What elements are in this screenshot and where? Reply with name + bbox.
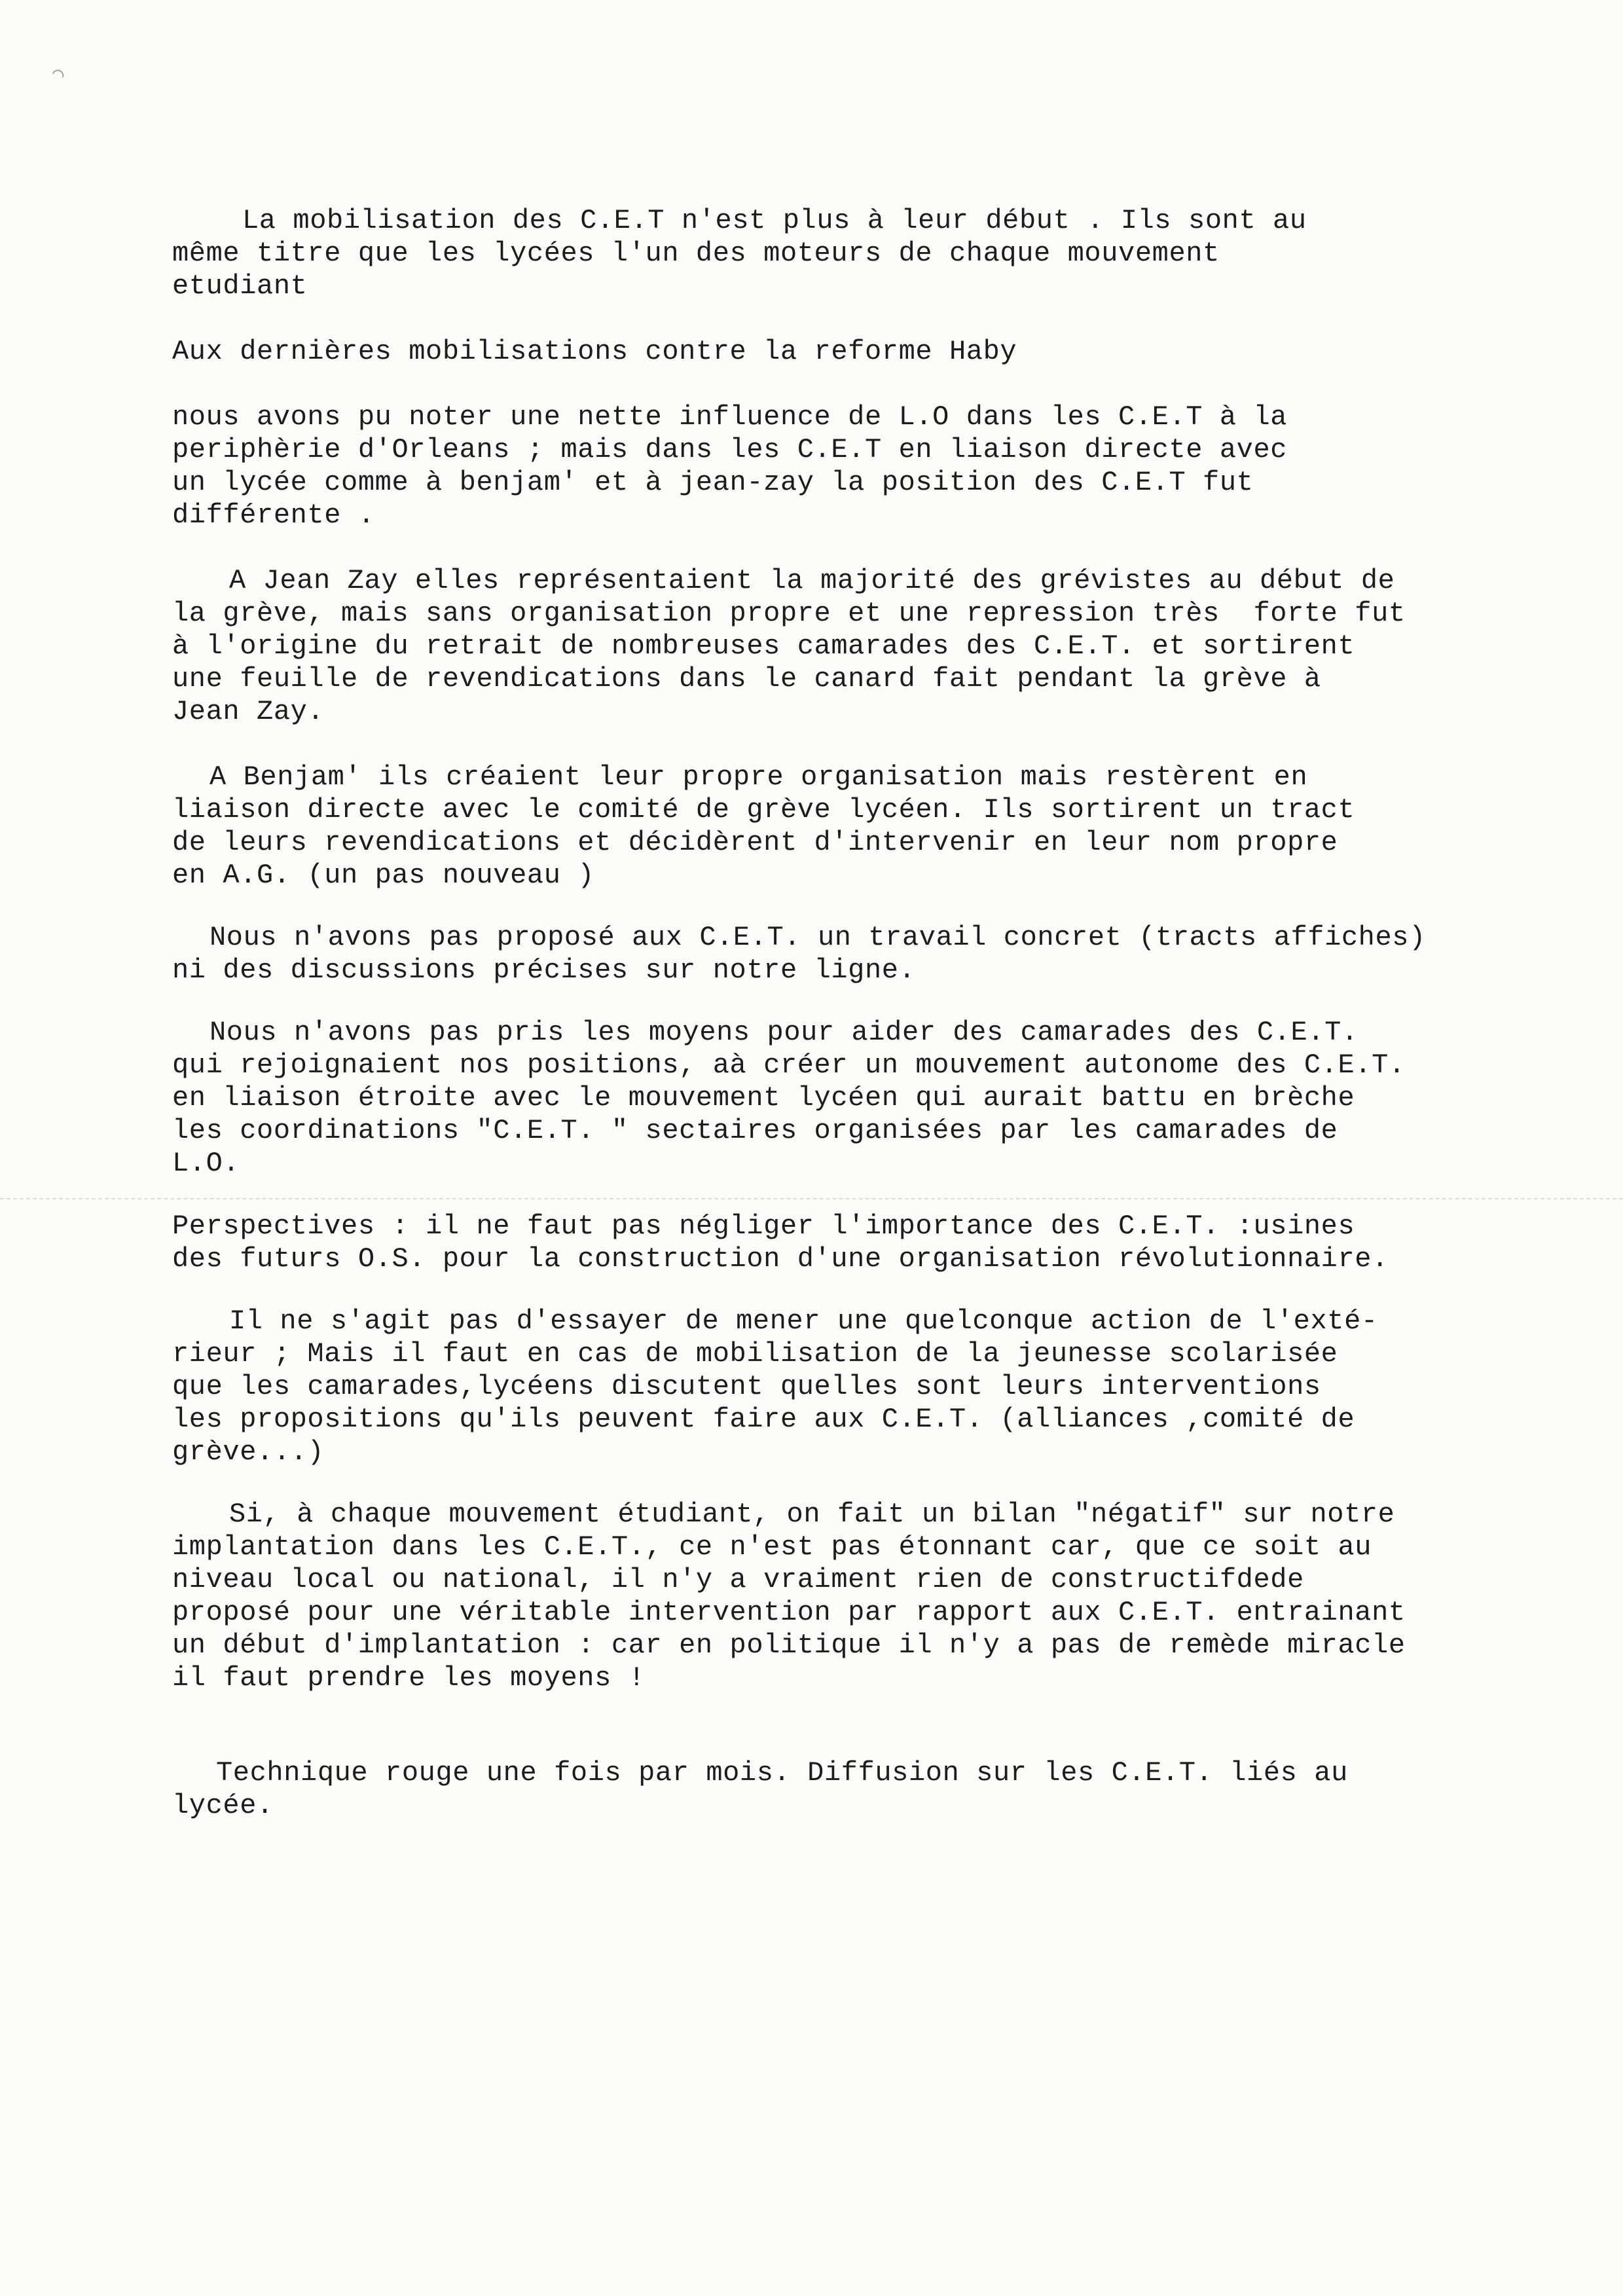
text-line: L.O. [172,1148,240,1179]
text-line: A Benjam' ils créaient leur propre organisation mais restèrent en [210,761,1308,793]
text-line: La mobilisation des C.E.T n'est plus à leur début . Ils sont au [242,205,1307,236]
text-line: que les camarades,lycéens discutent quelles sont leurs interventions [172,1371,1321,1402]
text-line: periphèrie d'Orleans ; mais dans les C.E.T en liaison directe avec [172,434,1288,465]
corner-staple-mark: ⌒ [48,62,67,88]
text-line: proposé pour une véritable intervention par rapport aux C.E.T. entrainant [172,1597,1406,1628]
text-line: en liaison étroite avec le mouvement lycéen qui aurait battu en brèche [172,1082,1355,1114]
text-line: nous avons pu noter une nette influence de L.O dans les C.E.T à la [172,401,1288,433]
text-line: la grève, mais sans organisation propre et une repression très forte fut [172,598,1406,629]
text-line: une feuille de revendications dans le canard fait pendant la grève à [172,663,1321,695]
text-line: lycée. [172,1790,274,1821]
text-line: à l'origine du retrait de nombreuses camarades des C.E.T. et sortirent [172,630,1355,662]
fold-line [0,1198,1623,1199]
text-line: Nous n'avons pas proposé aux C.E.T. un travail concret (tracts affiches) [210,922,1426,953]
text-line: les propositions qu'ils peuvent faire aux C.E.T. (alliances ,comité de [172,1404,1355,1435]
text-line: différente . [172,500,375,531]
text-line: en A.G. (un pas nouveau ) [172,860,595,891]
text-line: grève...) [172,1436,325,1468]
text-line: un lycée comme à benjam' et à jean-zay la position des C.E.T fut [172,467,1254,498]
text-line: A Jean Zay elles représentaient la majorité des grévistes au début de [229,565,1395,596]
text-line: Nous n'avons pas pris les moyens pour aider des camarades des C.E.T. [210,1017,1359,1048]
text-line: etudiant [172,270,308,302]
text-line: Si, à chaque mouvement étudiant, on fait un bilan "négatif" sur notre [229,1499,1395,1530]
text-line: les coordinations "C.E.T. " sectaires organisées par les camarades de [172,1115,1338,1146]
text-line: Aux dernières mobilisations contre la reforme Haby [172,336,1017,367]
text-line: de leurs revendications et décidèrent d'intervenir en leur nom propre [172,827,1338,858]
text-line: Technique rouge une fois par mois. Diffusion sur les C.E.T. liés au [216,1757,1348,1789]
text-line: il faut prendre les moyens ! [172,1662,646,1694]
text-line: qui rejoignaient nos positions, aà créer un mouvement autonome des C.E.T. [172,1049,1406,1081]
text-line: Perspectives : il ne faut pas négliger l'importance des C.E.T. :usines [172,1211,1355,1242]
text-line: Jean Zay. [172,696,325,727]
text-line: ni des discussions précises sur notre ligne. [172,955,916,986]
text-line: niveau local ou national, il n'y a vraiment rien de constructifdede [172,1564,1304,1595]
text-line: liaison directe avec le comité de grève lycéen. Ils sortirent un tract [172,794,1355,826]
text-line: implantation dans les C.E.T., ce n'est pas étonnant car, que ce soit au [172,1531,1372,1563]
text-line: Il ne s'agit pas d'essayer de mener une quelconque action de l'exté- [229,1305,1378,1337]
text-line: même titre que les lycées l'un des moteurs de chaque mouvement [172,238,1220,269]
text-line: rieur ; Mais il faut en cas de mobilisation de la jeunesse scolarisée [172,1338,1338,1370]
text-line: un début d'implantation : car en politique il n'y a pas de remède miracle [172,1630,1406,1661]
text-line: des futurs O.S. pour la construction d'une organisation révolutionnaire. [172,1243,1389,1275]
